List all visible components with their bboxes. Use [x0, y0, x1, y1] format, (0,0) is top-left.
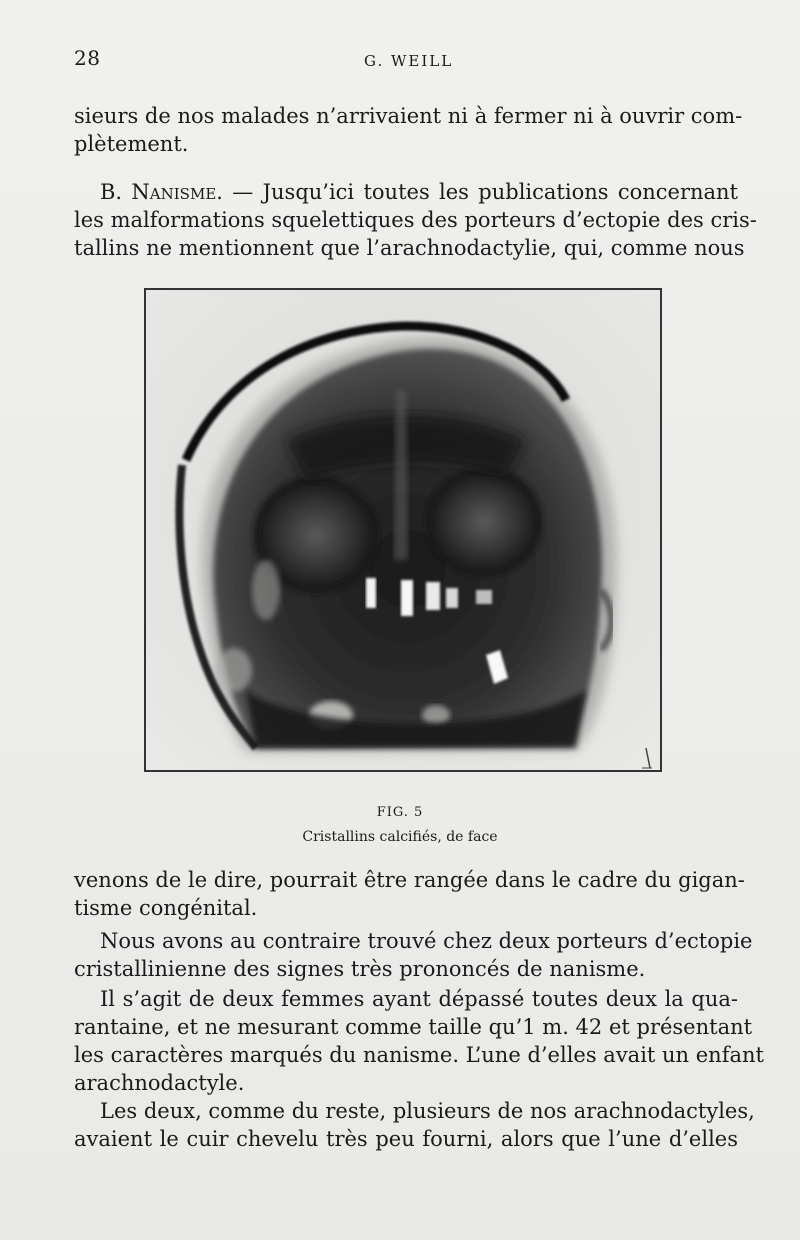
running-head: G. WEILL: [364, 52, 454, 70]
text-line: les caractères marqués du nanisme. L’une d’elles avait un enfant: [74, 1043, 764, 1067]
xray-figure: [144, 288, 662, 772]
paragraph-4: [74, 927, 753, 983]
section-heading: B. Nanisme.: [100, 180, 223, 204]
text-fragment: — Jusqu’ici toutes les publications concernant: [222, 180, 738, 204]
paragraph-3: [74, 866, 745, 922]
paragraph-1: [74, 102, 743, 158]
text-line: arachnodactyle.: [74, 1071, 245, 1095]
paragraph-6: [74, 1097, 755, 1153]
text-line: Les deux, comme du reste, plusieurs de nos arachnodactyles,: [100, 1099, 755, 1123]
text-line: plètement.: [74, 132, 189, 156]
text-line: cristallinienne des signes très prononcés de nanisme.: [74, 957, 646, 981]
text-line: avaient le cuir chevelu très peu fourni, alors que l’une d’elles: [74, 1127, 738, 1151]
page-header: [74, 46, 734, 76]
text-line: sieurs de nos malades n’arrivaient ni à fermer ni à ouvrir com-: [74, 104, 743, 128]
text-line: les malformations squelettiques des porteurs d’ectopie des cris-: [74, 208, 757, 232]
figure-caption: Cristallins calcifiés, de face: [302, 829, 498, 845]
text-line: tallins ne mentionnent que l’arachnodactylie, qui, comme nous: [74, 236, 745, 260]
text-line: Il s’agit de deux femmes ayant dépassé toutes deux la qua-: [100, 987, 738, 1011]
page-number: 28: [74, 46, 101, 70]
paragraph-nanisme: [74, 178, 757, 262]
text-line: Nous avons au contraire trouvé chez deux porteurs d’ectopie: [100, 929, 753, 953]
paragraph-5: [74, 985, 764, 1097]
text-line: rantaine, et ne mesurant comme taille qu’1 m. 42 et présentant: [74, 1015, 753, 1039]
figure-label: FIG. 5: [376, 805, 424, 820]
text-line: venons de le dire, pourrait être rangée dans le cadre du gigan-: [74, 868, 745, 892]
text-line: tisme congénital.: [74, 896, 258, 920]
text-line: [74, 178, 738, 206]
skull-xray-image: [146, 290, 660, 770]
